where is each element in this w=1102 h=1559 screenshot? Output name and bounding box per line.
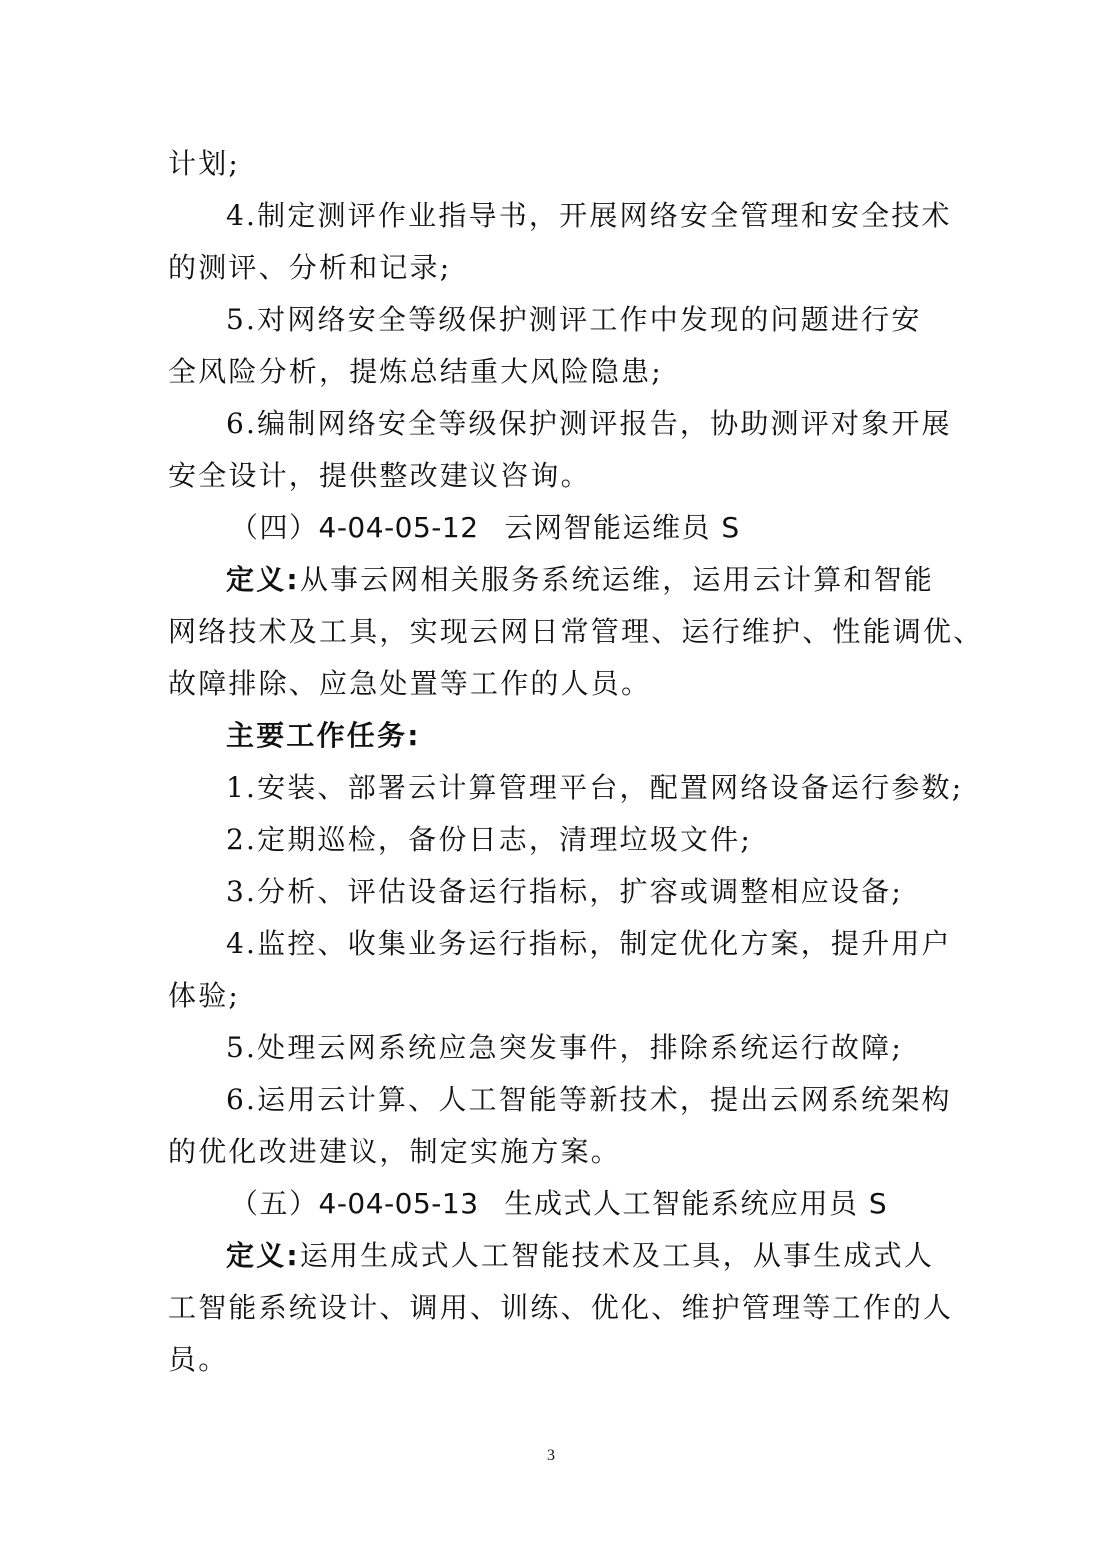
text-line: 全风险分析，提炼总结重大风险隐患; — [168, 355, 663, 388]
text-line: 工智能系统设计、调用、训练、优化、维护管理等工作的人 — [168, 1291, 954, 1324]
occupation-title: 云网智能运维员 S — [504, 511, 741, 544]
text-line: 体验; — [168, 979, 241, 1012]
heading-prefix: （四） — [230, 511, 319, 544]
text-line: 5.对网络安全等级保护测评工作中发现的问题进行安 — [226, 303, 922, 336]
definition-label: 定义: — [226, 1239, 300, 1272]
text-line: 安全设计，提供整改建议咨询。 — [168, 459, 591, 492]
list-item: 3.分析、评估设备运行指标，扩容或调整相应设备; — [226, 875, 903, 908]
definition-text: 运用生成式人工智能技术及工具，从事生成式人 — [299, 1239, 935, 1272]
text-line: 6.编制网络安全等级保护测评报告，协助测评对象开展 — [226, 407, 952, 440]
text-line: 的优化改进建议，制定实施方案。 — [168, 1135, 622, 1168]
text-line: 4.制定测评作业指导书，开展网络安全管理和安全技术 — [226, 199, 952, 232]
text-line: 员。 — [168, 1343, 229, 1376]
page-number: 3 — [547, 1447, 555, 1464]
text-line: 计划; — [168, 147, 241, 180]
occupation-title: 生成式人工智能系统应用员 S — [504, 1187, 889, 1220]
list-item: 6.运用云计算、人工智能等新技术，提出云网系统架构 — [226, 1083, 952, 1116]
occupation-code: 4-04-05-12 — [318, 511, 479, 544]
list-item: 2.定期巡检，备份日志，清理垃圾文件; — [226, 823, 752, 856]
definition-line — [226, 554, 934, 606]
definition-label: 定义: — [226, 563, 300, 596]
heading-prefix: （五） — [230, 1187, 319, 1220]
definition-line — [226, 1230, 934, 1282]
list-item: 5.处理云网系统应急突发事件，排除系统运行故障; — [226, 1031, 903, 1064]
occupation-code: 4-04-05-13 — [318, 1187, 479, 1220]
section-heading-5 — [230, 1178, 934, 1230]
text-line: 网络技术及工具，实现云网日常管理、运行维护、性能调优、 — [168, 615, 984, 648]
list-item: 4.监控、收集业务运行指标，制定优化方案，提升用户 — [226, 927, 952, 960]
text-line: 的测评、分析和记录; — [168, 251, 452, 284]
tasks-heading: 主要工作任务: — [226, 719, 421, 752]
definition-text: 从事云网相关服务系统运维，运用云计算和智能 — [299, 563, 935, 596]
list-item: 1.安装、部署云计算管理平台，配置网络设备运行参数; — [226, 771, 964, 804]
text-line: 故障排除、应急处置等工作的人员。 — [168, 667, 652, 700]
section-heading-4 — [230, 502, 934, 554]
